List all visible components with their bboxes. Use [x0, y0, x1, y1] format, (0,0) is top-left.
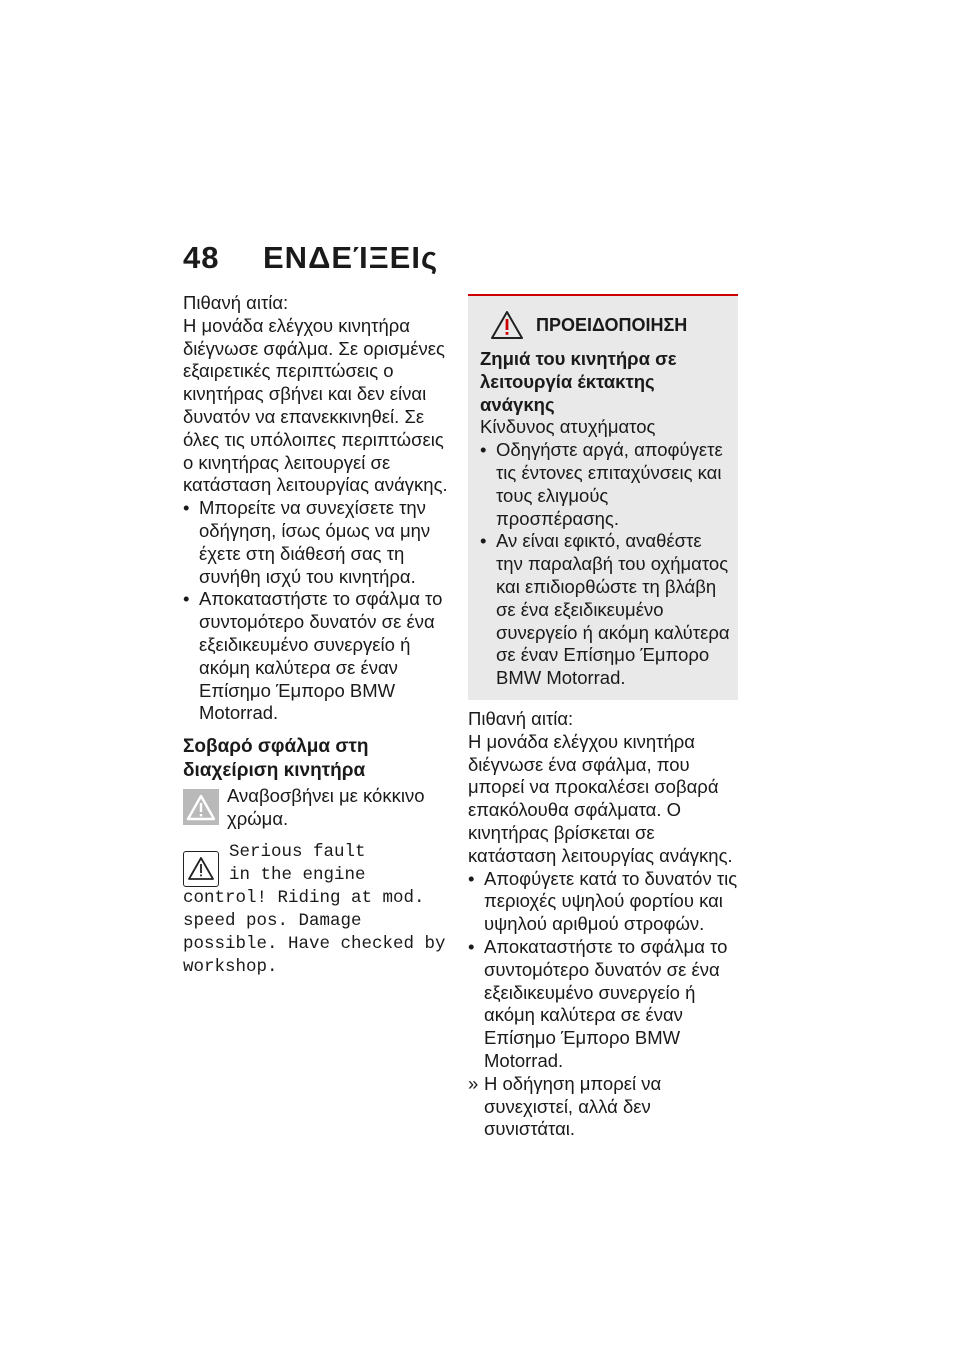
result-item: » Η οδήγηση μπορεί να συνεχιστεί, αλλά δεν συνιστάται.	[468, 1072, 662, 1140]
warning-subheading: Κίνδυνος ατυχήματος	[480, 416, 656, 438]
section-title: Σοβαρό σφάλμα στη διαχείριση κινητήρα	[183, 736, 369, 782]
indicator-text: Αναβοσβήνει με κόκκινο χρώμα.	[227, 785, 425, 829]
list-item: • Αποκαταστήστε το σφάλμα το συντομότερο δυνατόν σε ένα εξειδικευμένο συνεργείο ή ακόμη καλύτερα σε έναν Επίσημο Έμπορο BMW Motorrad.	[183, 588, 443, 724]
list-item: • Αν είναι εφικτό, αναθέστε την παραλαβή του οχήματος και επιδιορθώστε τη βλάβη σε ένα εξειδικευμένο συνεργείο ή ακόμη καλύτερα σε έναν Επίσημο Έμπορο BMW Motorrad.	[480, 530, 730, 689]
display-line-1: Serious fault	[229, 841, 366, 862]
left-column	[183, 292, 451, 979]
warning-triangle-icon	[490, 310, 524, 340]
warning-box	[468, 294, 738, 700]
warning-list	[480, 439, 730, 690]
warning-heading: Ζημιά του κινητήρα σε λειτουργία έκτακτης ανάγκης	[480, 348, 677, 415]
warning-triangle-icon	[183, 851, 219, 887]
cause-label: Πιθανή αιτία:	[468, 707, 574, 729]
action-list	[468, 868, 738, 1142]
display-line-rest: control! Riding at mod. speed pos. Damage possible. Have checked by workshop.	[183, 887, 446, 977]
list-item: • Αποκαταστήστε το σφάλμα το συντομότερο δυνατόν σε ένα εξειδικευμένο συνεργείο ή ακόμη καλύτερα σε έναν Επίσημο Έμπορο BMW Motorrad.	[468, 935, 728, 1071]
page-title: ΕΝΔΕΊΞΕΙς	[263, 240, 439, 275]
list-item: • Οδηγήστε αργά, αποφύγετε τις έντονες επιταχύνσεις και τους ελιγμούς προσπέρασης.	[480, 439, 723, 529]
warning-title	[490, 310, 730, 340]
cause-text: Η μονάδα ελέγχου κινητήρα διέγνωσε ένα σφάλμα, που μπορεί να προκαλέσει σοβαρά επακόλουθα σφάλματα. Ο κινητήρας βρίσκεται σε κατάσταση λειτουργίας ανάγκης.	[468, 730, 733, 866]
page-number: 48	[183, 240, 220, 275]
indicator-row	[183, 785, 451, 831]
right-column	[468, 294, 738, 1141]
cause-label: Πιθανή αιτία:	[183, 292, 289, 313]
display-message	[183, 841, 451, 979]
cause-text: Η μονάδα ελέγχου κινητήρα διέγνωσε σφάλμα. Σε ορισμένες εξαιρετικές περιπτώσεις ο κινητήρας σβήνει και δεν είναι δυνατόν να επανεκκινηθεί. Σε όλες τις υπόλοιπες περιπτώσεις ο κινητήρας λειτουργεί σε κατάσταση λειτουργίας ανάγκης.	[183, 314, 448, 496]
page-header	[183, 240, 438, 276]
display-line-2: in the engine	[229, 864, 366, 885]
action-list	[183, 497, 451, 725]
warning-light-icon	[183, 789, 219, 825]
warning-label: ΠΡΟΕΙΔΟΠΟΙΗΣΗ	[536, 314, 688, 335]
list-item: • Αποφύγετε κατά το δυνατόν τις περιοχές υψηλού φορτίου και υψηλού αριθμού στροφών.	[468, 867, 738, 935]
list-item: • Μπορείτε να συνεχίσετε την οδήγηση, ίσως όμως να μην έχετε στη διάθεσή σας τη συνήθη ισχύ του κινητήρα.	[183, 497, 431, 587]
